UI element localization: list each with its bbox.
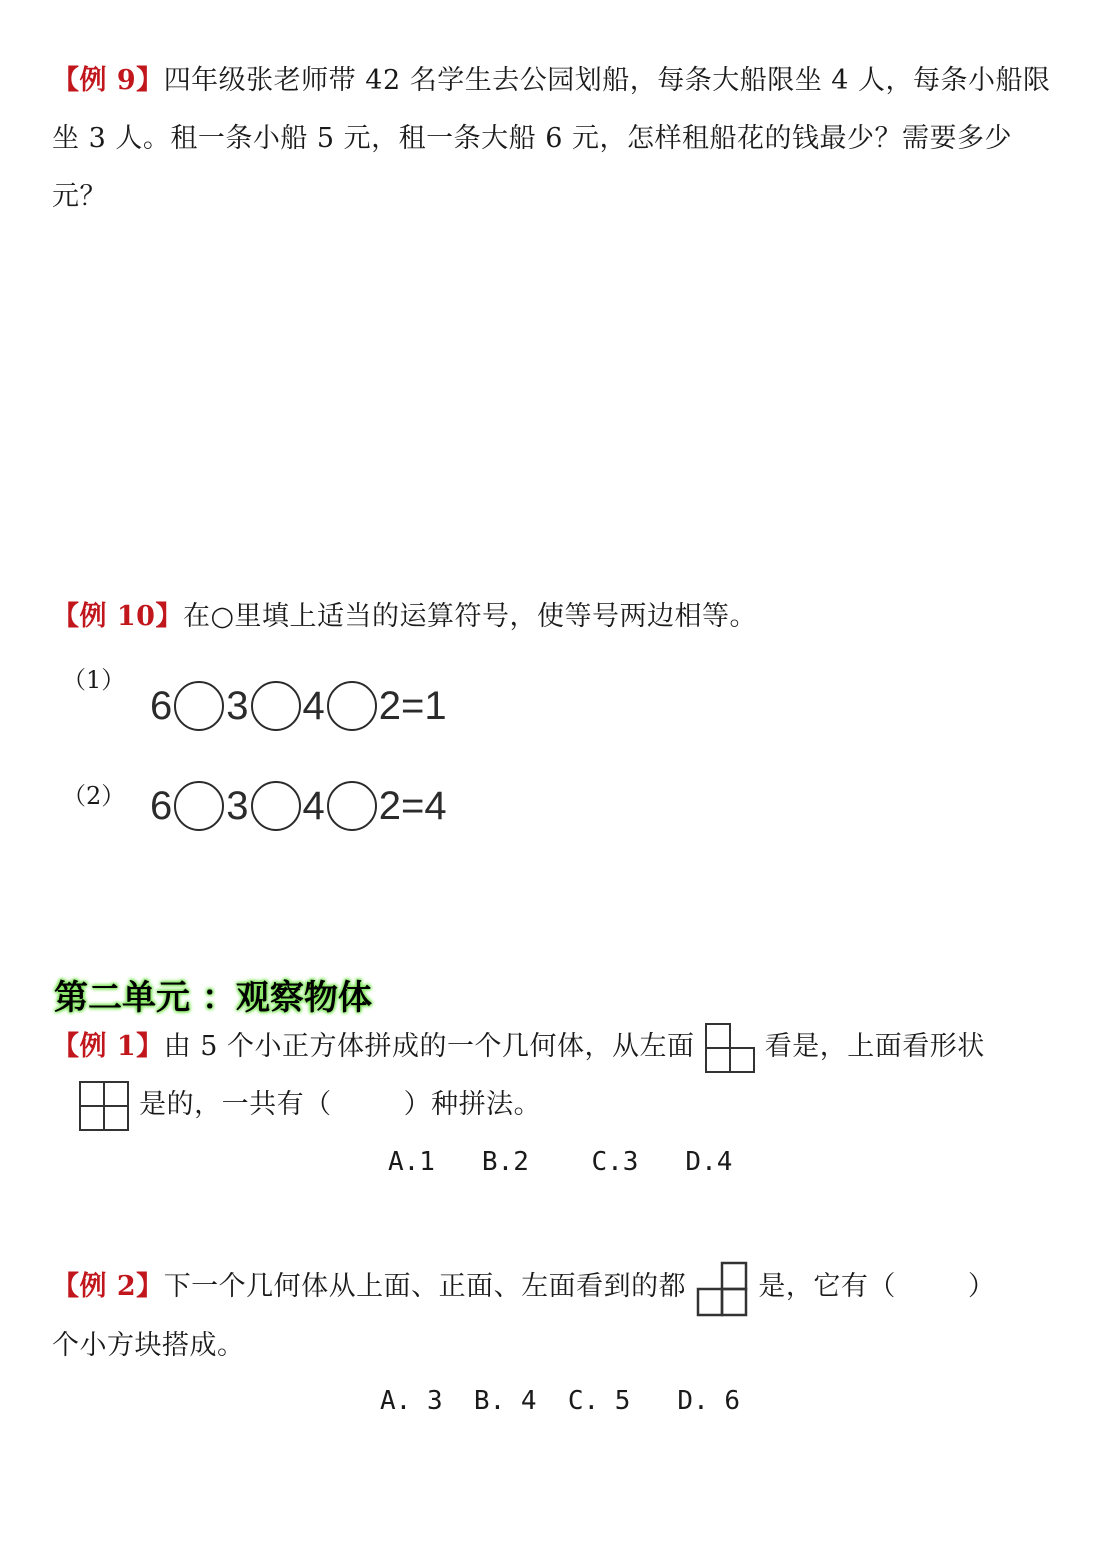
top-view-figure [78,1080,130,1132]
left-view-figure [704,1022,756,1074]
sub-label-1: （1） [62,666,126,694]
number: 6 [150,783,173,828]
equation-1 [150,678,447,734]
result: 1 [424,683,447,728]
equals-sign: = [401,783,425,828]
number: 3 [226,683,249,728]
example-text: 在○里填上适当的运算符号，使等号两边相等。 [182,601,758,632]
example-tag: 【例 2】 [52,1271,164,1302]
answer-options: A. 3 B. 4 C. 5 D. 6 [380,1386,741,1416]
number: 4 [302,783,325,828]
blank-circle[interactable] [327,681,377,731]
example-tag: 【例 10】 [52,601,183,632]
unit-heading: 第二单元 ：观察物体 [54,978,372,1018]
blank-circle[interactable] [251,781,301,831]
number: 2 [378,783,401,828]
example-tag: 【例 9】 [52,65,164,96]
view-figure [695,1259,749,1317]
blank-circle[interactable] [174,781,224,831]
blank-circle[interactable] [327,781,377,831]
example-text: 是，它有（ [758,1271,896,1302]
number: 4 [302,683,325,728]
unit2-example-1 [52,1018,1062,1134]
unit2-example-2 [52,1258,1062,1375]
sub-label-2: （2） [62,782,126,810]
example-text: 四年级张老师带 42 名学生去公园划船，每条大船限坐 4 人，每条小船限坐 3 人。租一条小船 5 元，租一条大船 6 元，怎样租船花的钱最少？需要多少元？ [52,65,1051,212]
example-text: 看是，上面看形状 [764,1031,985,1062]
number: 2 [378,683,401,728]
example-text: 个小方块搭成。 [52,1329,245,1361]
example-9 [52,52,1062,226]
example-text: ）种拼法。 [403,1089,542,1120]
example-10 [52,588,1062,646]
blank-circle[interactable] [251,681,301,731]
equation-2 [150,778,447,834]
answer-options: A.1 B.2 C.3 D.4 [388,1147,733,1177]
example-tag: 【例 1】 [52,1031,164,1062]
example-text: 是的，一共有（ [139,1089,332,1120]
equals-sign: = [401,683,425,728]
example-text: 下一个几何体从上面、正面、左面看到的都 [163,1271,687,1302]
example-text: ） [967,1271,996,1302]
number: 3 [226,783,249,828]
blank-circle[interactable] [174,681,224,731]
result: 4 [424,783,447,828]
number: 6 [150,683,173,728]
example-text: 由 5 个小正方体拼成的一个几何体，从左面 [163,1031,695,1062]
